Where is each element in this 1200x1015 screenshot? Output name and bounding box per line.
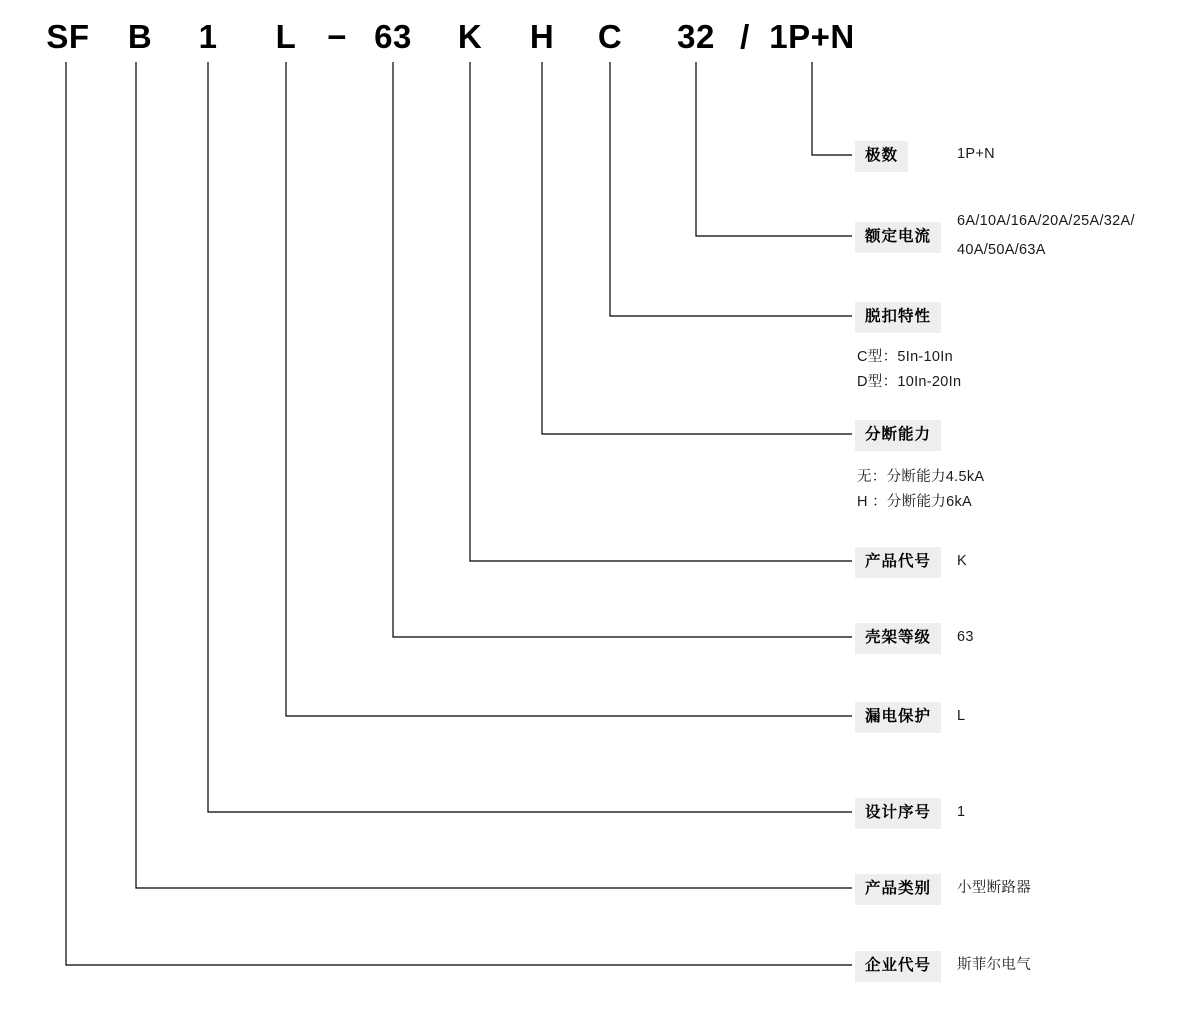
code-segment-slash: / (740, 18, 750, 55)
note-trip-d: D型：10In-20In (857, 374, 962, 390)
code-segment-63: 63 (374, 18, 412, 55)
value-product-code: K (957, 553, 967, 569)
code-segment-l: L (275, 18, 297, 55)
code-segment-32: 32 (677, 18, 715, 55)
value-leakage-protection: L (957, 708, 966, 724)
label-breaking-capacity: 分断能力 (855, 420, 941, 451)
label-product-code: 产品代号 (855, 547, 941, 578)
label-design-serial: 设计序号 (855, 798, 941, 829)
code-segment-dash: − (327, 18, 347, 55)
model-code-string (0, 18, 1200, 68)
value-rated-current-line2: 40A/50A/63A (957, 242, 1046, 258)
value-rated-current-line1: 6A/10A/16A/20A/25A/32A/ (957, 213, 1135, 229)
code-segment-h: H (529, 18, 555, 55)
value-poles: 1P+N (957, 146, 995, 162)
note-trip-c: C型：5In-10In (857, 349, 953, 365)
label-company-code: 企业代号 (855, 951, 941, 982)
code-segment-k: K (457, 18, 483, 55)
label-product-category: 产品类别 (855, 874, 941, 905)
value-product-category: 小型断路器 (957, 880, 1031, 896)
note-breaking-none: 无：分断能力4.5kA (857, 469, 985, 485)
value-frame-size: 63 (957, 629, 974, 645)
code-segment-sf: SF (46, 18, 90, 55)
code-segment-b: B (127, 18, 153, 55)
label-poles: 极数 (855, 141, 908, 172)
label-frame-size: 壳架等级 (855, 623, 941, 654)
label-leakage-protection: 漏电保护 (855, 702, 941, 733)
value-design-serial: 1 (957, 804, 966, 820)
code-segment-1: 1 (198, 18, 218, 55)
code-segment-poles: 1P+N (769, 18, 855, 55)
note-breaking-h: H ：分断能力6kA (857, 494, 972, 510)
value-company-code: 斯菲尔电气 (957, 957, 1031, 973)
code-segment-c: C (597, 18, 623, 55)
label-trip-characteristic: 脱扣特性 (855, 302, 941, 333)
label-rated-current: 额定电流 (855, 222, 941, 253)
